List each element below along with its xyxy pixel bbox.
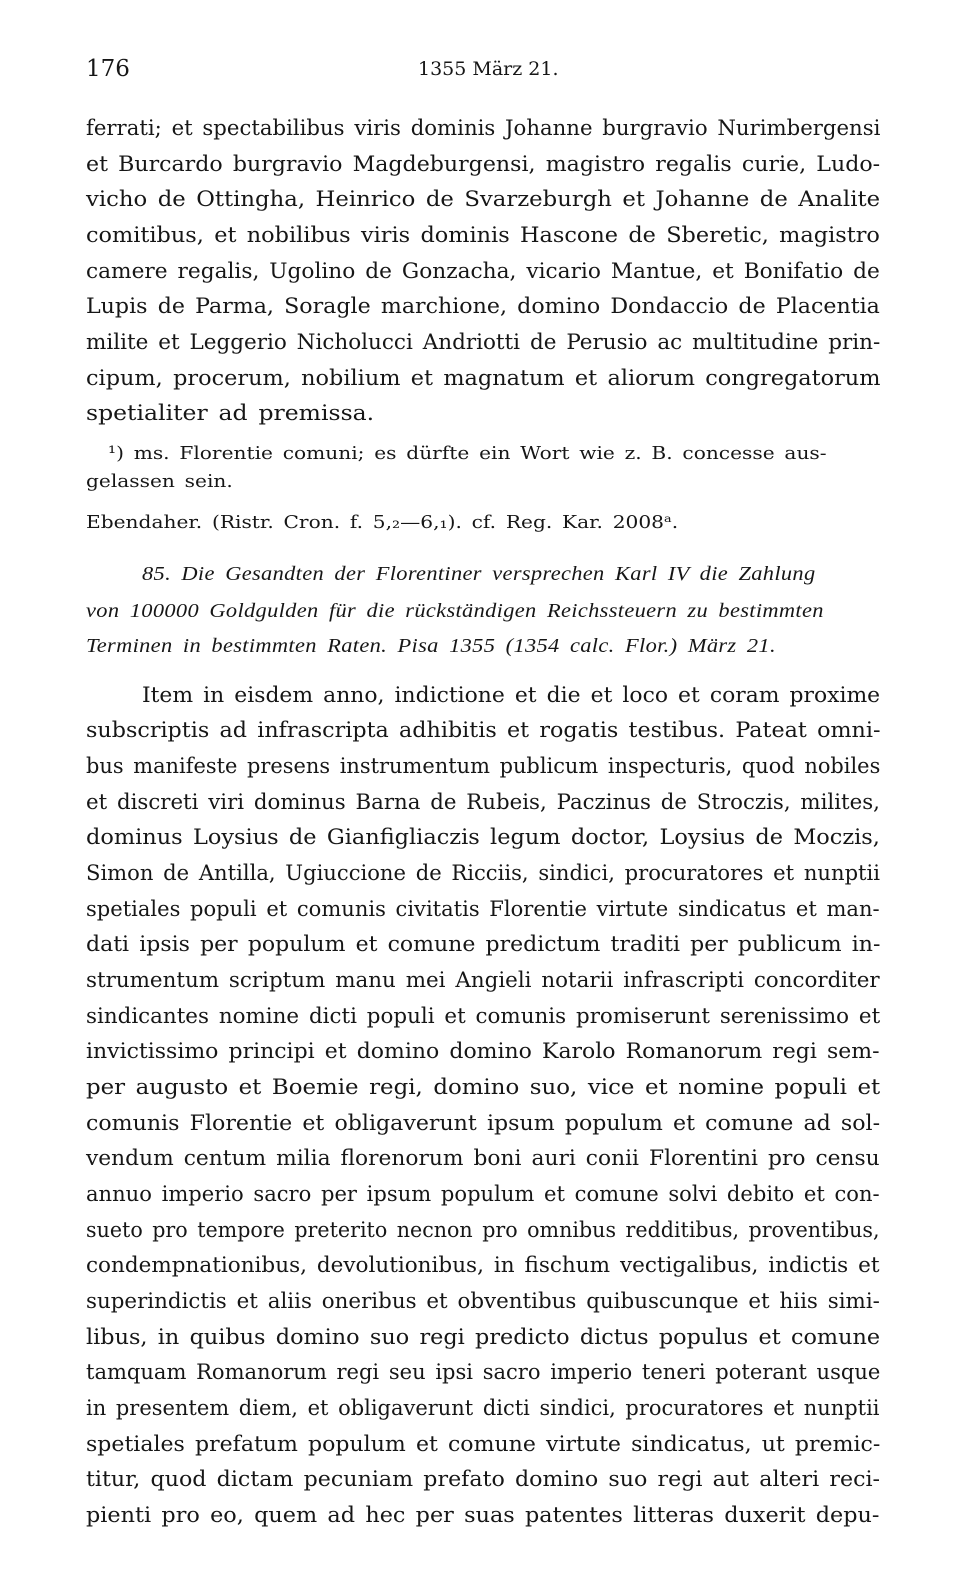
- body-line: pienti pro eo, quem ad hec per suas patentes litteras duxerit depu-: [86, 1503, 880, 1527]
- continuation-line: vicho de Ottingha, Heinrico de Svarzeburgh et Johanne de Analite: [86, 187, 881, 211]
- continuation-line: milite et Leggerio Nicholucci Andriotti de Perusio ac multitudine prin-: [86, 330, 881, 354]
- continuation-line: et Burcardo burgravio Magdeburgensi, magistro regalis curie, Ludo-: [86, 152, 881, 176]
- body-line: in presentem diem, et obligaverunt dicti sindici, procuratores et nunptii: [86, 1396, 880, 1420]
- body-line: superindictis et aliis oneribus et obventibus quibuscunque et hiis simi-: [86, 1289, 880, 1313]
- footnote-line: ¹) ms. Florentie comuni; es dürfte ein Wort wie z. B. concesse aus-: [108, 443, 827, 464]
- continuation-line: spetialiter ad premissa.: [86, 401, 375, 425]
- body-line: condempnationibus, devolutionibus, in fischum vectigalibus, indictis et: [86, 1253, 880, 1277]
- body-line: comunis Florentie et obligaverunt ipsum populum et comune ad sol-: [86, 1111, 881, 1135]
- page-number: 176: [86, 56, 130, 82]
- body-line: per augusto et Boemie regi, domino suo, vice et nomine populi et: [86, 1075, 881, 1099]
- continuation-line: cipum, procerum, nobilium et magnatum et aliorum congregatorum: [86, 366, 881, 390]
- body-line: titur, quod dictam pecuniam prefato domino suo regi aut alteri reci-: [86, 1467, 881, 1491]
- body-line: et discreti viri dominus Barna de Rubeis, Paczinus de Stroczis, milites,: [86, 790, 880, 814]
- body-line: tamquam Romanorum regi seu ipsi sacro imperio teneri poterant usque: [86, 1360, 881, 1384]
- footnote-line: gelassen sein.: [86, 471, 233, 492]
- body-line: strumentum scriptum manu mei Angieli notarii infrascripti concorditer: [86, 968, 880, 992]
- body-line: sueto pro tempore preterito necnon pro omnibus redditibus, proventibus,: [86, 1218, 880, 1242]
- body-line: libus, in quibus domino suo regi predicto dictus populus et comune: [86, 1325, 881, 1349]
- continuation-line: ferrati; et spectabilibus viris dominis Johanne burgravio Nurimbergensi: [86, 116, 881, 140]
- continuation-line: Lupis de Parma, Soragle marchione, domino Dondaccio de Placentia: [86, 294, 880, 318]
- body-line: spetiales populi et comunis civitatis Florentie virtute sindicatus et man-: [86, 897, 880, 921]
- document-heading: von 100000 Goldgulden für die rückständigen Reichssteuern zu bestimmten: [86, 600, 824, 622]
- body-line: dominus Loysius de Gianfigliaczis legum doctor, Loysius de Moczis,: [86, 825, 880, 849]
- body-line: Item in eisdem anno, indictione et die et loco et coram proxime: [142, 683, 881, 707]
- document-heading: Terminen in bestimmten Raten. Pisa 1355 (1354 calc. Flor.) März 21.: [86, 635, 776, 657]
- body-line: annuo imperio sacro per ipsum populum et comune solvi debito et con-: [86, 1182, 880, 1206]
- document-heading: 85. Die Gesandten der Florentiner versprechen Karl IV die Zahlung: [142, 563, 816, 585]
- body-line: sindicantes nomine dicti populi et comunis promiserunt serenissimo et: [86, 1004, 881, 1028]
- continuation-line: camere regalis, Ugolino de Gonzacha, vicario Mantue, et Bonifatio de: [86, 259, 880, 283]
- body-line: vendum centum milia florenorum boni auri conii Florentini pro censu: [86, 1146, 880, 1170]
- running-date: 1355 März 21.: [418, 58, 559, 80]
- page-header: [86, 56, 886, 90]
- body-line: dati ipsis per populum et comune predictum traditi per publicum in-: [86, 932, 881, 956]
- continuation-line: comitibus, et nobilibus viris dominis Hascone de Sberetic, magistro: [86, 223, 880, 247]
- body-line: Simon de Antilla, Ugiuccione de Ricciis, sindici, procuratores et nunptii: [86, 861, 881, 885]
- body-line: spetiales prefatum populum et comune virtute sindicatus, ut premic-: [86, 1432, 881, 1456]
- source-note: Ebendaher. (Ristr. Cron. f. 5,₂—6,₁). cf. Reg. Kar. 2008ᵃ.: [86, 512, 679, 533]
- body-line: bus manifeste presens instrumentum publicum inspecturis, quod nobiles: [86, 754, 881, 778]
- body-line: invictissimo principi et domino domino Karolo Romanorum regi sem-: [86, 1039, 880, 1063]
- body-line: subscriptis ad infrascripta adhibitis et rogatis testibus. Pateat omni-: [86, 718, 881, 742]
